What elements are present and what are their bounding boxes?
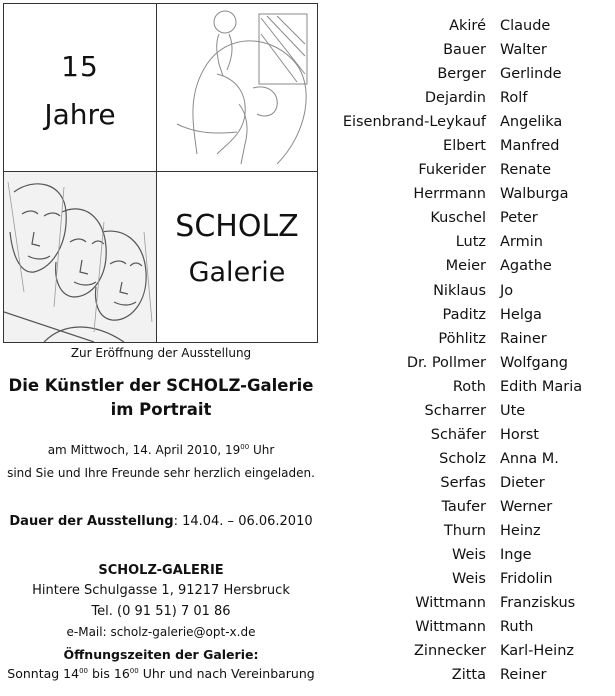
artist-row	[330, 230, 612, 254]
artist-first-name: Dieter	[500, 474, 545, 491]
artist-row	[330, 62, 612, 86]
artist-last-name: Pöhlitz	[438, 330, 486, 347]
artist-first-name: Renate	[500, 162, 552, 179]
artist-last-name: Dr. Pollmer	[406, 354, 486, 371]
exhibition-duration: Dauer der Ausstellung: 14.04. – 06.06.2010	[9, 514, 313, 529]
artist-first-name: Peter	[500, 210, 538, 227]
artist-first-name: Anna M.	[500, 450, 559, 467]
artist-first-name: Inge	[500, 547, 532, 564]
artist-first-name: Claude	[500, 18, 551, 34]
artist-first-name: Manfred	[500, 138, 560, 155]
artist-row	[330, 591, 612, 615]
exhibition-title-line2: im Portrait	[110, 400, 212, 419]
invite-line: sind Sie und Ihre Freunde sehr herzlich eingeladen.	[7, 466, 315, 480]
artist-row	[330, 158, 612, 182]
artist-row	[330, 399, 612, 423]
artist-last-name: Thurn	[443, 522, 486, 539]
opening-date: am Mittwoch, 14. April 2010, $19^{00}$ Uhr	[47, 443, 275, 457]
artist-first-name: Helga	[500, 306, 542, 323]
artist-first-name: Rolf	[500, 90, 528, 107]
artist-row	[330, 495, 612, 519]
gallery-name-galerie: Galerie	[188, 257, 286, 288]
artist-first-name: Edith Maria	[500, 378, 583, 395]
artist-last-name: Niklaus	[433, 282, 486, 299]
years-number: 15	[61, 50, 99, 83]
artist-last-name: Paditz	[442, 306, 486, 323]
artist-row	[330, 303, 612, 327]
artist-row	[330, 375, 612, 399]
artist-first-name: Werner	[500, 498, 553, 515]
artist-row	[330, 639, 612, 663]
artist-row	[330, 567, 612, 591]
artist-row	[330, 615, 612, 639]
artist-first-name: Walburga	[500, 186, 569, 203]
artist-row	[330, 519, 612, 543]
artist-first-name: Wolfgang	[500, 354, 568, 371]
artist-last-name: Fukerider	[418, 162, 486, 179]
artist-last-name: Zitta	[451, 667, 486, 684]
artist-first-name: Rainer	[500, 330, 547, 347]
gallery-name-scholz: SCHOLZ	[175, 209, 299, 244]
anniversary-cell	[4, 4, 156, 171]
artist-row	[330, 447, 612, 471]
artist-last-name: Weis	[452, 547, 486, 564]
exhibition-intro: Zur Eröffnung der Ausstellung	[70, 346, 252, 360]
artist-row	[330, 14, 612, 38]
opening-hours-label: Öffnungszeiten der Galerie:	[63, 647, 259, 662]
artist-row	[330, 279, 612, 303]
artist-last-name: Zinnecker	[414, 643, 486, 660]
artist-last-name: Scharrer	[424, 402, 486, 419]
artist-last-name: Akiré	[449, 18, 486, 34]
artist-last-name: Herrmann	[413, 186, 486, 203]
figure-sketch-drawing	[157, 4, 317, 171]
portrait-sketch-image	[4, 172, 156, 342]
artist-last-name: Scholz	[439, 450, 486, 467]
artist-row	[330, 543, 612, 567]
artist-last-name: Wittmann	[415, 619, 486, 636]
artist-row	[330, 351, 612, 375]
gallery-name-cell	[157, 172, 317, 342]
artist-first-name: Gerlinde	[500, 66, 562, 83]
artist-last-name: Elbert	[443, 138, 486, 155]
artist-last-name: Weis	[452, 571, 486, 588]
artist-row	[330, 471, 612, 495]
contact-email: e-Mail: scholz-galerie@opt-x.de	[66, 625, 256, 639]
artist-row	[330, 206, 612, 230]
artist-last-name: Berger	[437, 66, 486, 83]
artist-last-name: Kuschel	[430, 210, 486, 227]
portrait-faces-drawing	[4, 172, 156, 342]
artist-first-name: Ute	[500, 402, 526, 419]
artist-row	[330, 423, 612, 447]
artist-row	[330, 182, 612, 206]
artist-first-name: Angelika	[500, 114, 563, 131]
artist-last-name: Roth	[452, 378, 486, 395]
artist-first-name: Horst	[500, 426, 539, 443]
artist-first-name: Franziskus	[500, 595, 576, 612]
artist-last-name: Eisenbrand-Leykauf	[342, 114, 486, 131]
artist-first-name: Reiner	[500, 667, 547, 684]
artist-row	[330, 327, 612, 351]
artist-list	[330, 14, 612, 687]
opening-hours: Sonntag $14^{00}$ bis $16^{00}$ Uhr und nach Vereinbarung	[7, 666, 315, 681]
artist-row	[330, 38, 612, 62]
years-word: Jahre	[44, 98, 116, 131]
artist-last-name: Meier	[445, 258, 486, 275]
artist-row	[330, 663, 612, 687]
artist-row	[330, 110, 612, 134]
artist-first-name: Walter	[500, 42, 547, 59]
artist-row	[330, 254, 612, 278]
artist-first-name: Ruth	[500, 619, 534, 636]
artist-last-name: Schäfer	[430, 426, 486, 443]
artist-last-name: Dejardin	[424, 90, 486, 107]
contact-phone: Tel. (0 91 51) 7 01 86	[91, 604, 231, 619]
contact-name: SCHOLZ-GALERIE	[98, 563, 224, 578]
artist-first-name: Fridolin	[500, 571, 553, 588]
artist-first-name: Karl-Heinz	[500, 643, 575, 660]
artist-last-name: Taufer	[441, 498, 486, 515]
sketch-figure-image	[157, 4, 317, 171]
artist-row	[330, 86, 612, 110]
artist-row	[330, 134, 612, 158]
exhibition-title-line1: Die Künstler der SCHOLZ-Galerie	[8, 376, 314, 395]
artist-last-name: Wittmann	[415, 595, 486, 612]
artist-last-name: Serfas	[440, 474, 486, 491]
artist-last-name: Bauer	[443, 42, 486, 59]
poster-grid	[3, 3, 318, 343]
artist-first-name: Armin	[500, 234, 543, 251]
artist-last-name: Lutz	[455, 234, 486, 251]
artist-first-name: Jo	[500, 282, 514, 299]
artist-first-name: Agathe	[500, 258, 552, 275]
artist-first-name: Heinz	[500, 522, 541, 539]
contact-address: Hintere Schulgasse 1, 91217 Hersbruck	[32, 583, 290, 598]
